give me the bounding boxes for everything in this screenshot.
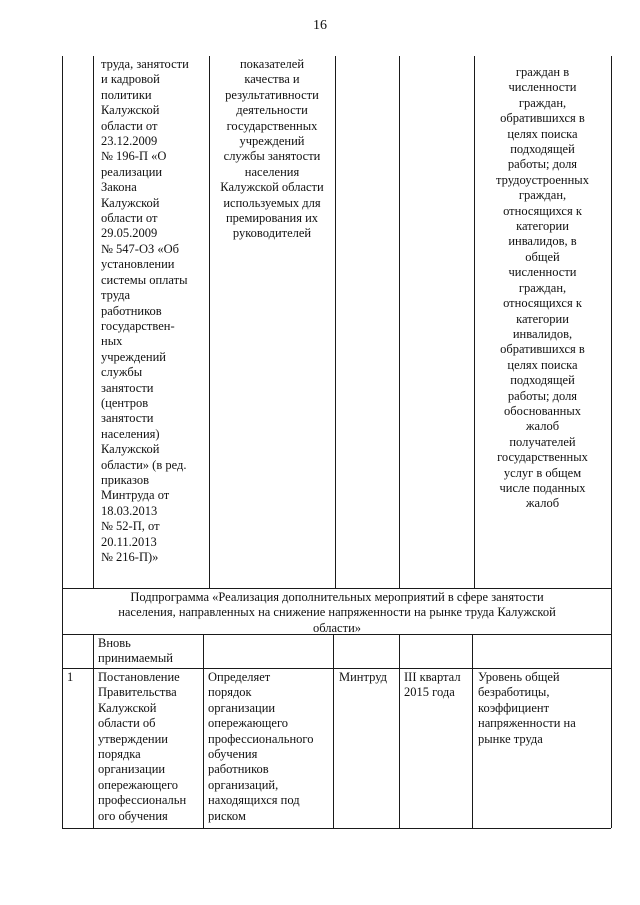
row-deadline: III квартал 2015 года [404, 670, 461, 700]
row-name: Постановление Правительства Калужской области об утверждении порядка организации опережающего профессиональн ого обучения [98, 670, 187, 823]
grid-line [62, 588, 611, 589]
grid-line [474, 56, 475, 588]
grid-line [333, 634, 334, 828]
grid-line [62, 668, 611, 669]
grid-line [335, 56, 336, 588]
grid-line [203, 634, 204, 828]
subprogram-heading: Подпрограмма «Реализация дополнительных мероприятий в сфере занятости населения, направленных на снижение напряженности на рынке труда Калужской области» [118, 590, 556, 635]
basis-cell: труда, занятости и кадровой политики Калужской области от 23.12.2009 № 196-П «О реализации Закона Калужской области от 29.05.2009 № 547-ОЗ «Об установлении системы оплаты труда работников государствен- ных учреждений службы занятости (центров занятости населения) Калужской области» (в ред. приказов Минтруда от 18.03.2013 № 52-П, от 20.11.2013 № 216-П)» [101, 57, 189, 564]
section-label: Вновь принимаемый [98, 636, 173, 666]
grid-line [93, 634, 94, 828]
row-indicator: Уровень общей безработицы, коэффициент напряженности на рынке труда [478, 670, 576, 746]
grid-line [62, 56, 63, 828]
grid-line [472, 634, 473, 828]
content-cell: показателей качества и результативности деятельности государственных учреждений службы занятости населения Калужской области используемых для премирования их руководителей [220, 57, 324, 241]
page-number: 16 [313, 18, 327, 33]
row-number: 1 [67, 670, 74, 684]
row-content: Определяет порядок организации опережающего профессионального обучения работников организаций, находящихся под риском [208, 670, 314, 823]
grid-line [93, 56, 94, 588]
row-responsible: Минтруд [339, 670, 388, 684]
grid-line [399, 634, 400, 828]
grid-line [62, 828, 611, 829]
grid-line [399, 56, 400, 588]
grid-line [611, 56, 612, 828]
indicator-cell: граждан в численности граждан, обратившихся в целях поиска подходящей работы; доля трудоустроенных граждан, относящихся к категории инвалидов, в общей численности граждан, относящихся к категории инвалидов, обратившихся в целях поиска подходящей работы; доля обоснованных жалоб получателей государственных услуг в общем числе поданных жалоб [496, 65, 589, 511]
